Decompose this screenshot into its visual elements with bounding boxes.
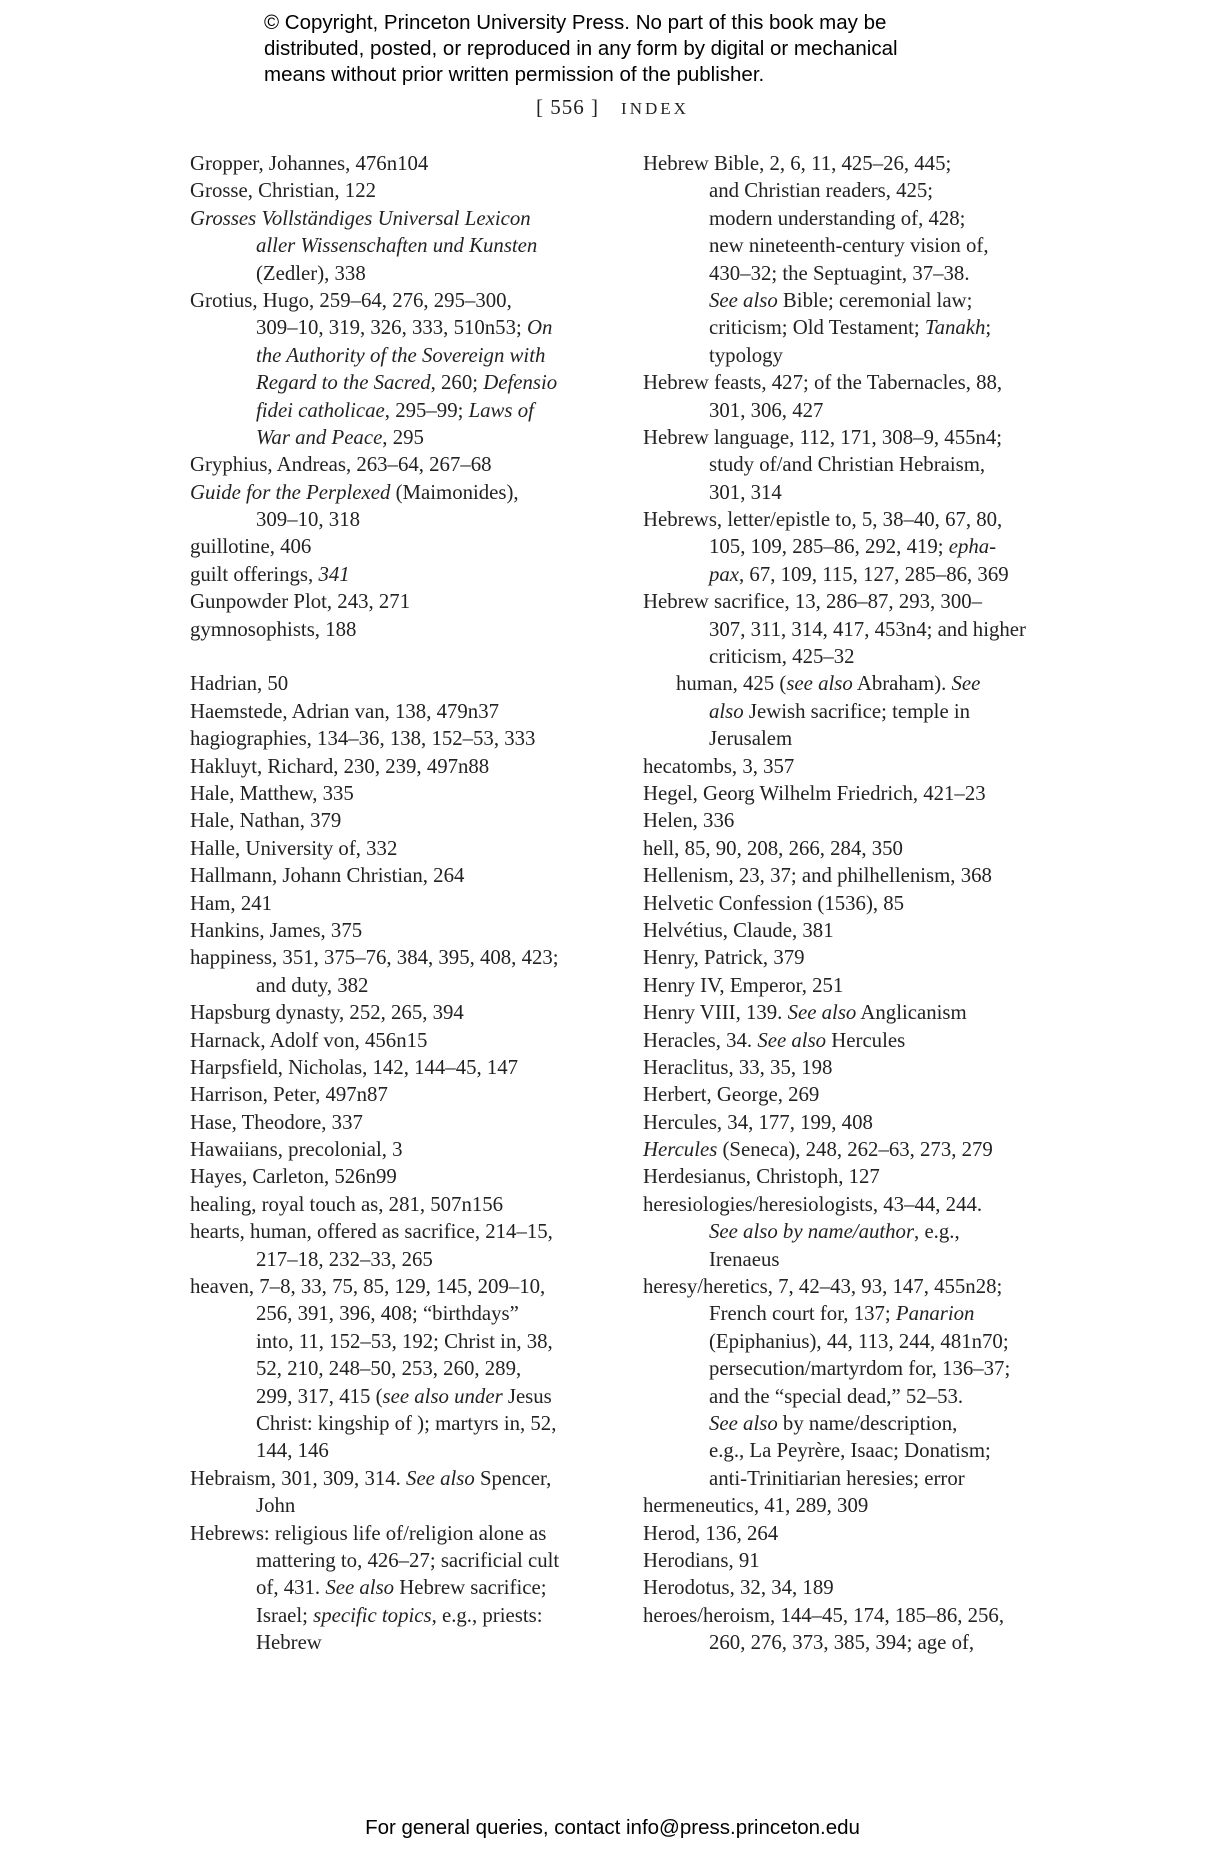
running-head-title: INDEX bbox=[621, 99, 689, 118]
index-entry-continuation: War and Peace, 295 bbox=[256, 425, 424, 449]
index-entry: Hebraism, 301, 309, 314. See also Spencer, bbox=[190, 1466, 552, 1490]
index-entry-continuation: of, 431. See also Hebrew sacrifice; bbox=[256, 1576, 547, 1600]
index-entry-continuation: Israel; specific topics, e.g., priests: bbox=[256, 1603, 543, 1627]
index-entry: gymnosophists, 188 bbox=[190, 617, 357, 641]
index-entry-continuation: See also by name/description, bbox=[709, 1411, 958, 1435]
index-entry: Herbert, George, 269 bbox=[643, 1083, 820, 1107]
index-entry: Gropper, Johannes, 476n104 bbox=[190, 152, 429, 175]
index-entry: Hawaiians, precolonial, 3 bbox=[190, 1138, 403, 1162]
index-entry: Hebrews, letter/epistle to, 5, 38–40, 67, 80, bbox=[643, 508, 1003, 532]
section-gap bbox=[190, 643, 610, 670]
index-entry: Heraclitus, 33, 35, 198 bbox=[643, 1055, 833, 1079]
index-entry-continuation: and the “special dead,” 52–53. bbox=[709, 1384, 964, 1408]
index-entry: hagiographies, 134–36, 138, 152–53, 333 bbox=[190, 727, 536, 751]
index-entry: Hercules (Seneca), 248, 262–63, 273, 279 bbox=[643, 1138, 993, 1162]
index-entry-continuation: Jerusalem bbox=[709, 727, 793, 751]
index-entry-continuation: 105, 109, 285–86, 292, 419; epha- bbox=[709, 535, 997, 559]
index-entry: Haemstede, Adrian van, 138, 479n37 bbox=[190, 699, 499, 723]
index-entry: Hayes, Carleton, 526n99 bbox=[190, 1165, 397, 1189]
index-entry: Herdesianus, Christoph, 127 bbox=[643, 1165, 880, 1189]
index-entry-continuation: into, 11, 152–53, 192; Christ in, 38, bbox=[256, 1329, 553, 1353]
index-entry: Hebrew feasts, 427; of the Tabernacles, 88, bbox=[643, 371, 1003, 395]
index-entry-continuation: Regard to the Sacred, 260; Defensio bbox=[256, 371, 558, 395]
index-column-left bbox=[190, 150, 610, 1656]
page-number: [ 556 ] bbox=[536, 95, 600, 119]
index-entry-continuation: John bbox=[256, 1494, 296, 1518]
footer-contact: For general queries, contact info@press.princeton.edu bbox=[365, 1816, 860, 1839]
index-column-right bbox=[643, 150, 1063, 1656]
index-entry: healing, royal touch as, 281, 507n156 bbox=[190, 1192, 504, 1216]
index-entry-continuation: Christ: kingship of ); martyrs in, 52, bbox=[256, 1411, 557, 1435]
running-head bbox=[0, 95, 1225, 120]
index-entry: Herod, 136, 264 bbox=[643, 1521, 779, 1545]
index-entry-continuation: 430–32; the Septuagint, 37–38. bbox=[709, 261, 970, 285]
index-entry-continuation: and Christian readers, 425; bbox=[709, 179, 934, 203]
index-entry: Hakluyt, Richard, 230, 239, 497n88 bbox=[190, 754, 490, 778]
index-entry-continuation: mattering to, 426–27; sacrificial cult bbox=[256, 1548, 560, 1572]
index-entry-continuation: (Epiphanius), 44, 113, 244, 481n70; bbox=[709, 1329, 1009, 1353]
index-entry: Hercules, 34, 177, 199, 408 bbox=[643, 1110, 873, 1134]
index-entry: Herodotus, 32, 34, 189 bbox=[643, 1576, 834, 1600]
index-entry: Hebrew Bible, 2, 6, 11, 425–26, 445; bbox=[643, 152, 952, 175]
index-entry-continuation: criticism; Old Testament; Tanakh; bbox=[709, 316, 992, 340]
index-entry-continuation: Hebrew bbox=[256, 1631, 322, 1655]
index-entry: Helvetic Confession (1536), 85 bbox=[643, 891, 905, 915]
index-entry-continuation: 144, 146 bbox=[256, 1439, 329, 1463]
index-entry: heaven, 7–8, 33, 75, 85, 129, 145, 209–10, bbox=[190, 1275, 546, 1299]
index-entry-continuation: aller Wissenschaften und Kunsten bbox=[256, 234, 538, 258]
index-entry: Halle, University of, 332 bbox=[190, 836, 398, 860]
index-entry: Harpsfield, Nicholas, 142, 144–45, 147 bbox=[190, 1055, 519, 1079]
index-entry: Hale, Matthew, 335 bbox=[190, 781, 354, 805]
index-entry-continuation: 52, 210, 248–50, 253, 260, 289, bbox=[256, 1357, 522, 1381]
index-entry: heroes/heroism, 144–45, 174, 185–86, 256, bbox=[643, 1603, 1005, 1627]
index-entry: Hadrian, 50 bbox=[190, 672, 289, 696]
index-entry: Hegel, Georg Wilhelm Friedrich, 421–23 bbox=[643, 781, 986, 805]
index-entry: Grosse, Christian, 122 bbox=[190, 179, 377, 203]
index-entry: hecatombs, 3, 357 bbox=[643, 754, 795, 778]
copyright-line: means without prior written permission of the publisher. bbox=[264, 63, 765, 86]
index-entry-continuation: new nineteenth-century vision of, bbox=[709, 234, 989, 258]
index-entry: Grosses Vollständiges Universal Lexicon bbox=[190, 206, 531, 230]
copyright-line: distributed, posted, or reproduced in any form by digital or mechanical bbox=[264, 37, 898, 60]
index-entry-continuation: (Zedler), 338 bbox=[256, 261, 366, 285]
index-entry: Gunpowder Plot, 243, 271 bbox=[190, 590, 411, 614]
copyright-notice bbox=[264, 10, 1024, 88]
index-entry-continuation: persecution/martyrdom for, 136–37; bbox=[709, 1357, 1011, 1381]
index-entry-continuation: French court for, 137; Panarion bbox=[709, 1302, 975, 1326]
index-entry: Hallmann, Johann Christian, 264 bbox=[190, 864, 465, 888]
index-entry-continuation: 301, 306, 427 bbox=[709, 398, 824, 422]
index-entry: Hapsburg dynasty, 252, 265, 394 bbox=[190, 1001, 464, 1025]
index-entry: Grotius, Hugo, 259–64, 276, 295–300, bbox=[190, 288, 512, 312]
index-entry: Harrison, Peter, 497n87 bbox=[190, 1083, 388, 1107]
index-entry-continuation: fidei catholicae, 295–99; Laws of bbox=[256, 398, 534, 422]
index-entry-continuation: human, 425 (see also Abraham). See bbox=[676, 672, 981, 696]
index-entry: Heracles, 34. See also Hercules bbox=[643, 1028, 906, 1052]
index-entry: guilt offerings, 341 bbox=[190, 562, 350, 586]
index-entry-continuation: See also Bible; ceremonial law; bbox=[709, 288, 973, 312]
index-entry: Henry, Patrick, 379 bbox=[643, 946, 805, 970]
index-entry: Ham, 241 bbox=[190, 891, 273, 915]
index-entry: Henry IV, Emperor, 251 bbox=[643, 973, 844, 997]
index-entry-continuation: 260, 276, 373, 385, 394; age of, bbox=[709, 1631, 975, 1655]
index-entry: guillotine, 406 bbox=[190, 535, 312, 559]
index-entry: Herodians, 91 bbox=[643, 1548, 760, 1572]
index-entry: Hellenism, 23, 37; and philhellenism, 368 bbox=[643, 864, 992, 888]
index-entry: Henry VIII, 139. See also Anglicanism bbox=[643, 1001, 967, 1025]
index-entry-continuation: anti-Trinitiarian heresies; error bbox=[709, 1466, 965, 1490]
index-entry-continuation: study of/and Christian Hebraism, bbox=[709, 453, 986, 477]
index-entry-continuation: criticism, 425–32 bbox=[709, 645, 855, 669]
index-entry-continuation: also Jewish sacrifice; temple in bbox=[709, 699, 971, 723]
index-entry: hell, 85, 90, 208, 266, 284, 350 bbox=[643, 836, 903, 860]
index-entry: Hebrew language, 112, 171, 308–9, 455n4; bbox=[643, 425, 1003, 449]
index-entry: Hase, Theodore, 337 bbox=[190, 1110, 363, 1134]
index-entry-continuation: 307, 311, 314, 417, 453n4; and higher bbox=[709, 617, 1026, 641]
index-entry: Harnack, Adolf von, 456n15 bbox=[190, 1028, 428, 1052]
index-entry-continuation: 217–18, 232–33, 265 bbox=[256, 1247, 433, 1271]
index-entry: Hankins, James, 375 bbox=[190, 918, 363, 942]
index-entry-continuation: pax, 67, 109, 115, 127, 285–86, 369 bbox=[709, 562, 1009, 586]
index-entry-continuation: 309–10, 319, 326, 333, 510n53; On bbox=[256, 316, 553, 340]
index-entry-continuation: modern understanding of, 428; bbox=[709, 206, 966, 230]
index-entry: Hale, Nathan, 379 bbox=[190, 809, 342, 833]
index-entry-continuation: the Authority of the Sovereign with bbox=[256, 343, 546, 367]
index-entry: Helen, 336 bbox=[643, 809, 735, 833]
index-entry: heresiologies/heresiologists, 43–44, 244. bbox=[643, 1192, 983, 1216]
index-entry-continuation: typology bbox=[709, 343, 783, 367]
index-entry-continuation: 299, 317, 415 (see also under Jesus bbox=[256, 1384, 552, 1408]
index-entry-continuation: 301, 314 bbox=[709, 480, 782, 504]
index-entry: hermeneutics, 41, 289, 309 bbox=[643, 1494, 869, 1518]
index-entry-continuation: e.g., La Peyrère, Isaac; Donatism; bbox=[709, 1439, 991, 1463]
index-entry: hearts, human, offered as sacrifice, 214–15, bbox=[190, 1220, 553, 1244]
index-entry-continuation: 309–10, 318 bbox=[256, 508, 360, 532]
index-entry: Gryphius, Andreas, 263–64, 267–68 bbox=[190, 453, 492, 477]
index-entry-continuation: Irenaeus bbox=[709, 1247, 780, 1271]
index-entry: Helvétius, Claude, 381 bbox=[643, 918, 834, 942]
index-entry: Guide for the Perplexed (Maimonides), bbox=[190, 480, 519, 504]
index-entry: Hebrew sacrifice, 13, 286–87, 293, 300– bbox=[643, 590, 983, 614]
index-entry: Hebrews: religious life of/religion alone as bbox=[190, 1521, 547, 1545]
index-entry: heresy/heretics, 7, 42–43, 93, 147, 455n28; bbox=[643, 1275, 1003, 1299]
copyright-line: © Copyright, Princeton University Press. No part of this book may be bbox=[264, 11, 887, 34]
index-entry-continuation: and duty, 382 bbox=[256, 973, 369, 997]
index-entry-continuation: 256, 391, 396, 408; “birthdays” bbox=[256, 1302, 519, 1326]
index-entry-continuation: See also by name/author, e.g., bbox=[709, 1220, 960, 1244]
index-entry: happiness, 351, 375–76, 384, 395, 408, 423; bbox=[190, 946, 559, 970]
